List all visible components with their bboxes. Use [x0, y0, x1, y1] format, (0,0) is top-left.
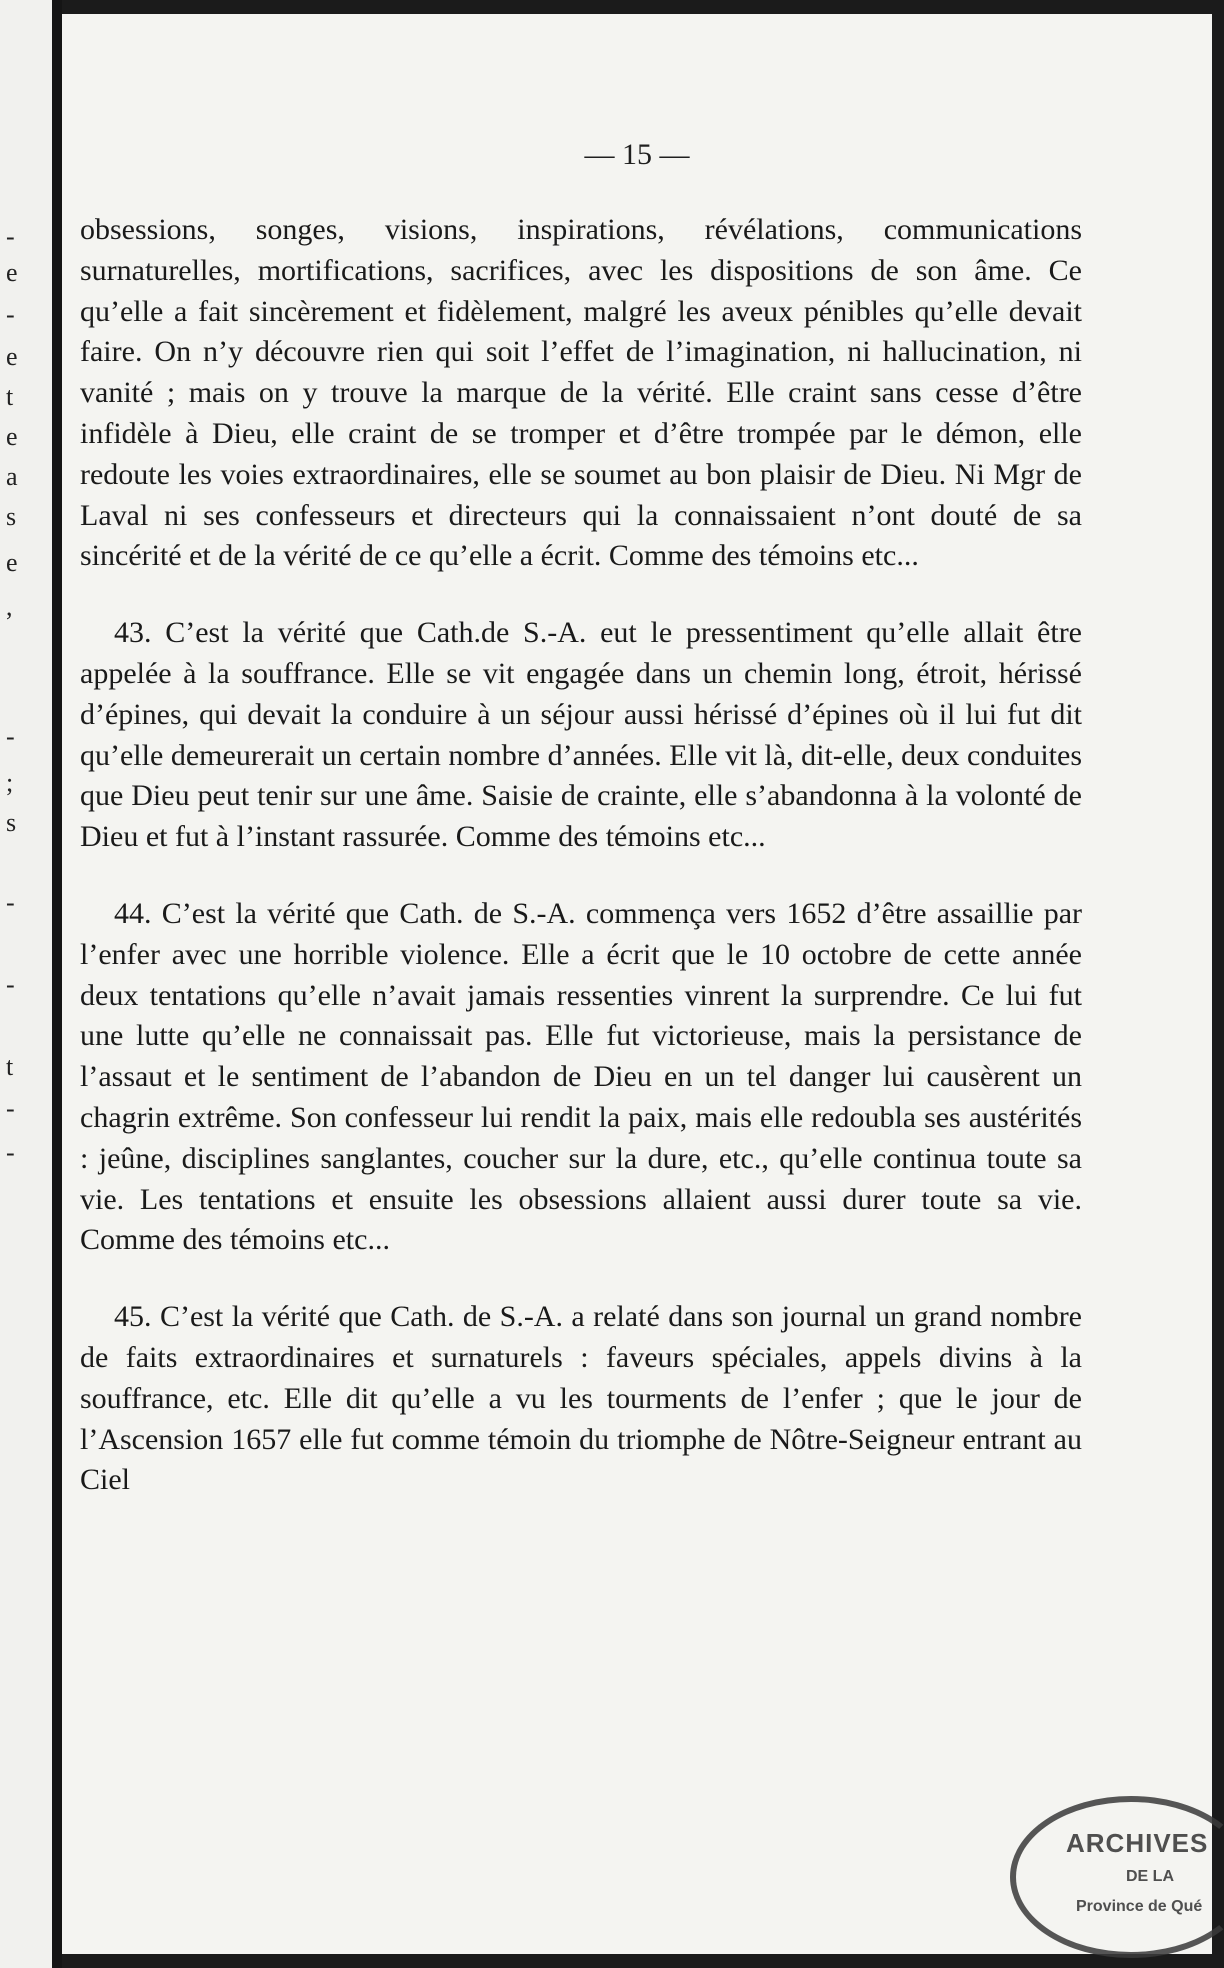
edge-mark: - [6, 300, 15, 329]
paragraph-43: 43. C’est la vérité que Cath.de S.-A. eut le pressentiment qu’elle allait être appelée à la souffrance. Elle se vit engagée dans un chemin long, étroit, hérissé d’épines, qui devait la conduire à un séjour aussi hérissé d’épines où il lui fut dit qu’elle demeurerait un certain nombre d’années. Elle vit là, dit-elle, deux conduites que Dieu peut tenir sur une âme. Saisie de crainte, elle s’abandonna à la volonté de Dieu et fut à l’instant rassurée. Comme des témoins etc... [80, 616, 1082, 854]
edge-mark: s [6, 808, 17, 837]
edge-mark: - [6, 1094, 15, 1123]
stamp-line-3: Province de Qué [1076, 1898, 1203, 1915]
paragraph-continued: obsessions, songes, visions, inspirations, révélations, communications surnaturelles, mortifications, sacrifices, avec les dispositions de son âme. Ce qu’elle a fait sincèrement et fidèlement, malgré les aveux pénibles qu’elle devait faire. On n’y découvre rien qui soit l’effet de l’imagination, ni hallucination, ni vanité ; mais on y trouve la marque de la vérité. Elle craint sans cesse d’être infidèle à Dieu, elle craint de se tromper et d’être trompée par le démon, elle redoute les voies extraordinaires, elle se soumet au bon plaisir de Dieu. Ni Mgr de Laval ni ses confesseurs et directeurs qui la connaissaient n’ont douté de sa sincérité et de la vérité de ce qu’elle a écrit. Comme des témoins etc... [80, 213, 1082, 573]
edge-mark: s [6, 502, 17, 531]
edge-mark: e [6, 258, 18, 287]
edge-mark: , [6, 592, 13, 621]
edge-mark: t [6, 1052, 14, 1081]
scanned-page [62, 14, 1212, 1954]
edge-mark: - [6, 222, 15, 251]
edge-mark: a [6, 462, 18, 491]
paragraph-44: 44. C’est la vérité que Cath. de S.-A. commença vers 1652 d’être assaillie par l’enfer avec une horrible violence. Elle a écrit que le 10 octobre de cette année deux tentations qu’elle n’avait jamais ressenties vinrent la surprendre. Ce lui fut une lutte qu’elle ne connaissait pas. Elle fut victorieuse, mais la persistance de l’assaut et le sentiment de l’abandon de Dieu en un tel danger lui causèrent un chagrin extrême. Son confesseur lui rendit la paix, mais elle redoubla ses austérités : jeûne, disciplines sanglantes, coucher sur la dure, etc., qu’elle continua toute sa vie. Les tentations et ensuite les obsessions allaient aussi durer toute sa vie. Comme des témoins etc... [80, 896, 1082, 1257]
stamp-line-1: ARCHIVES [1066, 1828, 1209, 1858]
edge-mark: t [6, 382, 14, 411]
paragraph-45: 45. C’est la vérité que Cath. de S.-A. a relaté dans son journal un grand nombre de faits extraordinaires et surnaturels : faveurs spéciales, appels divins à la souffrance, etc. Elle dit qu’elle a vu les tourments de l’enfer ; que le jour de l’Ascension 1657 elle fut comme témoin du triomphe de Nôtre-Seigneur entrant au Ciel [80, 1300, 1082, 1497]
book-gutter [52, 0, 62, 1968]
edge-mark: ; [6, 768, 14, 797]
edge-mark: e [6, 548, 18, 577]
stamp-line-2: DE LA [1126, 1868, 1174, 1885]
edge-mark: - [6, 970, 15, 999]
archives-stamp [1010, 1796, 1224, 1958]
body-text [80, 210, 1082, 1537]
left-page-edge [0, 0, 52, 1968]
page-number: — 15 — [584, 138, 690, 171]
edge-mark: - [6, 722, 15, 751]
edge-mark: e [6, 342, 18, 371]
edge-mark: e [6, 422, 18, 451]
edge-mark: - [6, 1138, 15, 1167]
edge-mark: - [6, 888, 15, 917]
